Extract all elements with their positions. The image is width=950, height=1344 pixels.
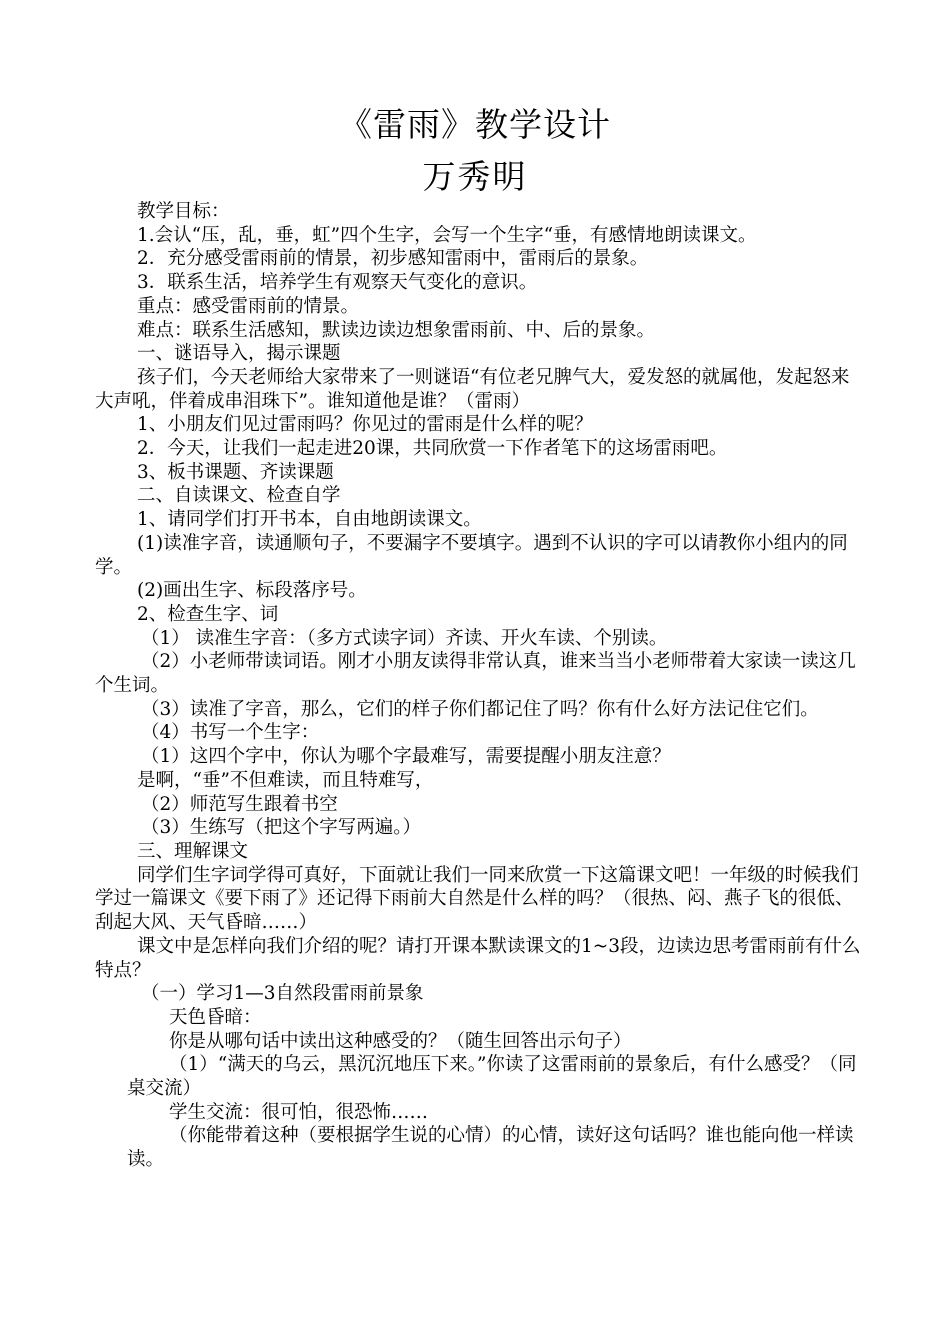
section-heading-2: 二、自读课文、检查自学 xyxy=(137,485,341,507)
paragraph-note: 是啊，“垂”不但难读，而且特难写， xyxy=(137,769,434,791)
section-heading-1: 一、谜语导入，揭示课题 xyxy=(137,343,341,365)
paragraph-student-exchange: 学生交流：很可怕，很恐怖…… xyxy=(169,1101,429,1123)
list-item: （4）书写一个生字： xyxy=(141,722,320,744)
list-item: 3、板书课题、齐读课题 xyxy=(137,461,334,483)
list-item: （1）这四个字中，你认为哪个字最难写，需要提醒小朋友注意？ xyxy=(141,746,671,768)
paragraph-which-sentence: 你是从哪句话中读出这种感受的？（随生回答出示句子） xyxy=(169,1030,632,1052)
paragraph-objective-3: 3．联系生活，培养学生有观察天气变化的意识。 xyxy=(137,272,538,294)
document-author: 万秀明 xyxy=(422,157,528,196)
paragraph-objective-1: 1.会认“压，乱，垂，虹”四个生字，会写一个生字“垂，有感情地朗读课文。 xyxy=(137,224,757,246)
section-heading-3: 三、理解课文 xyxy=(137,840,249,862)
list-item: (2)画出生字、标段落序号。 xyxy=(137,580,367,602)
paragraph-key-point: 重点：感受雷雨前的情景。 xyxy=(137,295,360,317)
paragraph-question: 课文中是怎样向我们介绍的呢？请打开课本默读课文的1~3段，边读边思考雷雨前有什么特点？ xyxy=(95,935,861,981)
list-item: 2、检查生字、词 xyxy=(137,603,279,625)
list-item: 1、小朋友们见过雷雨吗？你见过的雷雨是什么样的呢？ xyxy=(137,414,593,436)
paragraph-read-aloud: （你能带着这种（要根据学生说的心情）的心情，读好这句话吗？谁也能向他一样读读。 xyxy=(127,1125,854,1171)
list-item: （3）读准了字音，那么，它们的样子你们都记住了吗？你有什么好方法记住它们。 xyxy=(141,698,819,720)
list-item: （2）小老师带读词语。刚才小朋友读得非常认真，谁来当当小老师带着大家读一读这几个生词。 xyxy=(95,651,856,697)
paragraph-objective-2: 2．充分感受雷雨前的情景，初步感知雷雨中，雷雨后的景象。 xyxy=(137,248,649,270)
document-body xyxy=(95,200,865,1172)
paragraph-objectives-heading: 教学目标： xyxy=(137,201,230,222)
paragraph-intro: 同学们生字词学得可真好，下面就让我们一同来欣赏一下这篇课文吧！一年级的时候我们学过一篇课文《要下雨了》还记得下雨前大自然是什么样的吗？（很热、闷、燕子飞的很低、刮起大风、天气昏暗……） xyxy=(95,864,859,934)
list-item: 1、请同学们打开书本，自由地朗读课文。 xyxy=(137,509,482,531)
subsection-heading: （一）学习1—3自然段雷雨前景象 xyxy=(141,983,424,1005)
paragraph-sky-dark: 天色昏暗： xyxy=(169,1006,262,1028)
paragraph-difficulty: 难点：联系生活感知，默读边读边想象雷雨前、中、后的景象。 xyxy=(137,319,656,341)
list-item: (1)读准字音，读通顺句子，不要漏字不要填字。遇到不认识的字可以请教你小组内的同学。 xyxy=(95,532,848,578)
paragraph-sentence-1: （1）“满天的乌云，黑沉沉地压下来。”你读了这雷雨前的景象后，有什么感受？（同桌交流） xyxy=(127,1054,857,1100)
list-item: （2）师范写生跟着书空 xyxy=(141,793,338,815)
document-title: 《雷雨》教学设计 xyxy=(339,105,611,144)
list-item: 2．今天，让我们一起走进20课，共同欣赏一下作者笔下的这场雷雨吧。 xyxy=(137,438,728,460)
paragraph-riddle: 孩子们，今天老师给大家带来了一则谜语“有位老兄脾气大，爱发怒的就属他，发起怒来大声吼，伴着成串泪珠下”。谁知道他是谁？（雷雨） xyxy=(95,366,850,412)
list-item: （1） 读准生字音：（多方式读字词）齐读、开火车读、个别读。 xyxy=(141,627,668,649)
list-item: （3）生练写（把这个字写两遍。） xyxy=(141,817,422,839)
